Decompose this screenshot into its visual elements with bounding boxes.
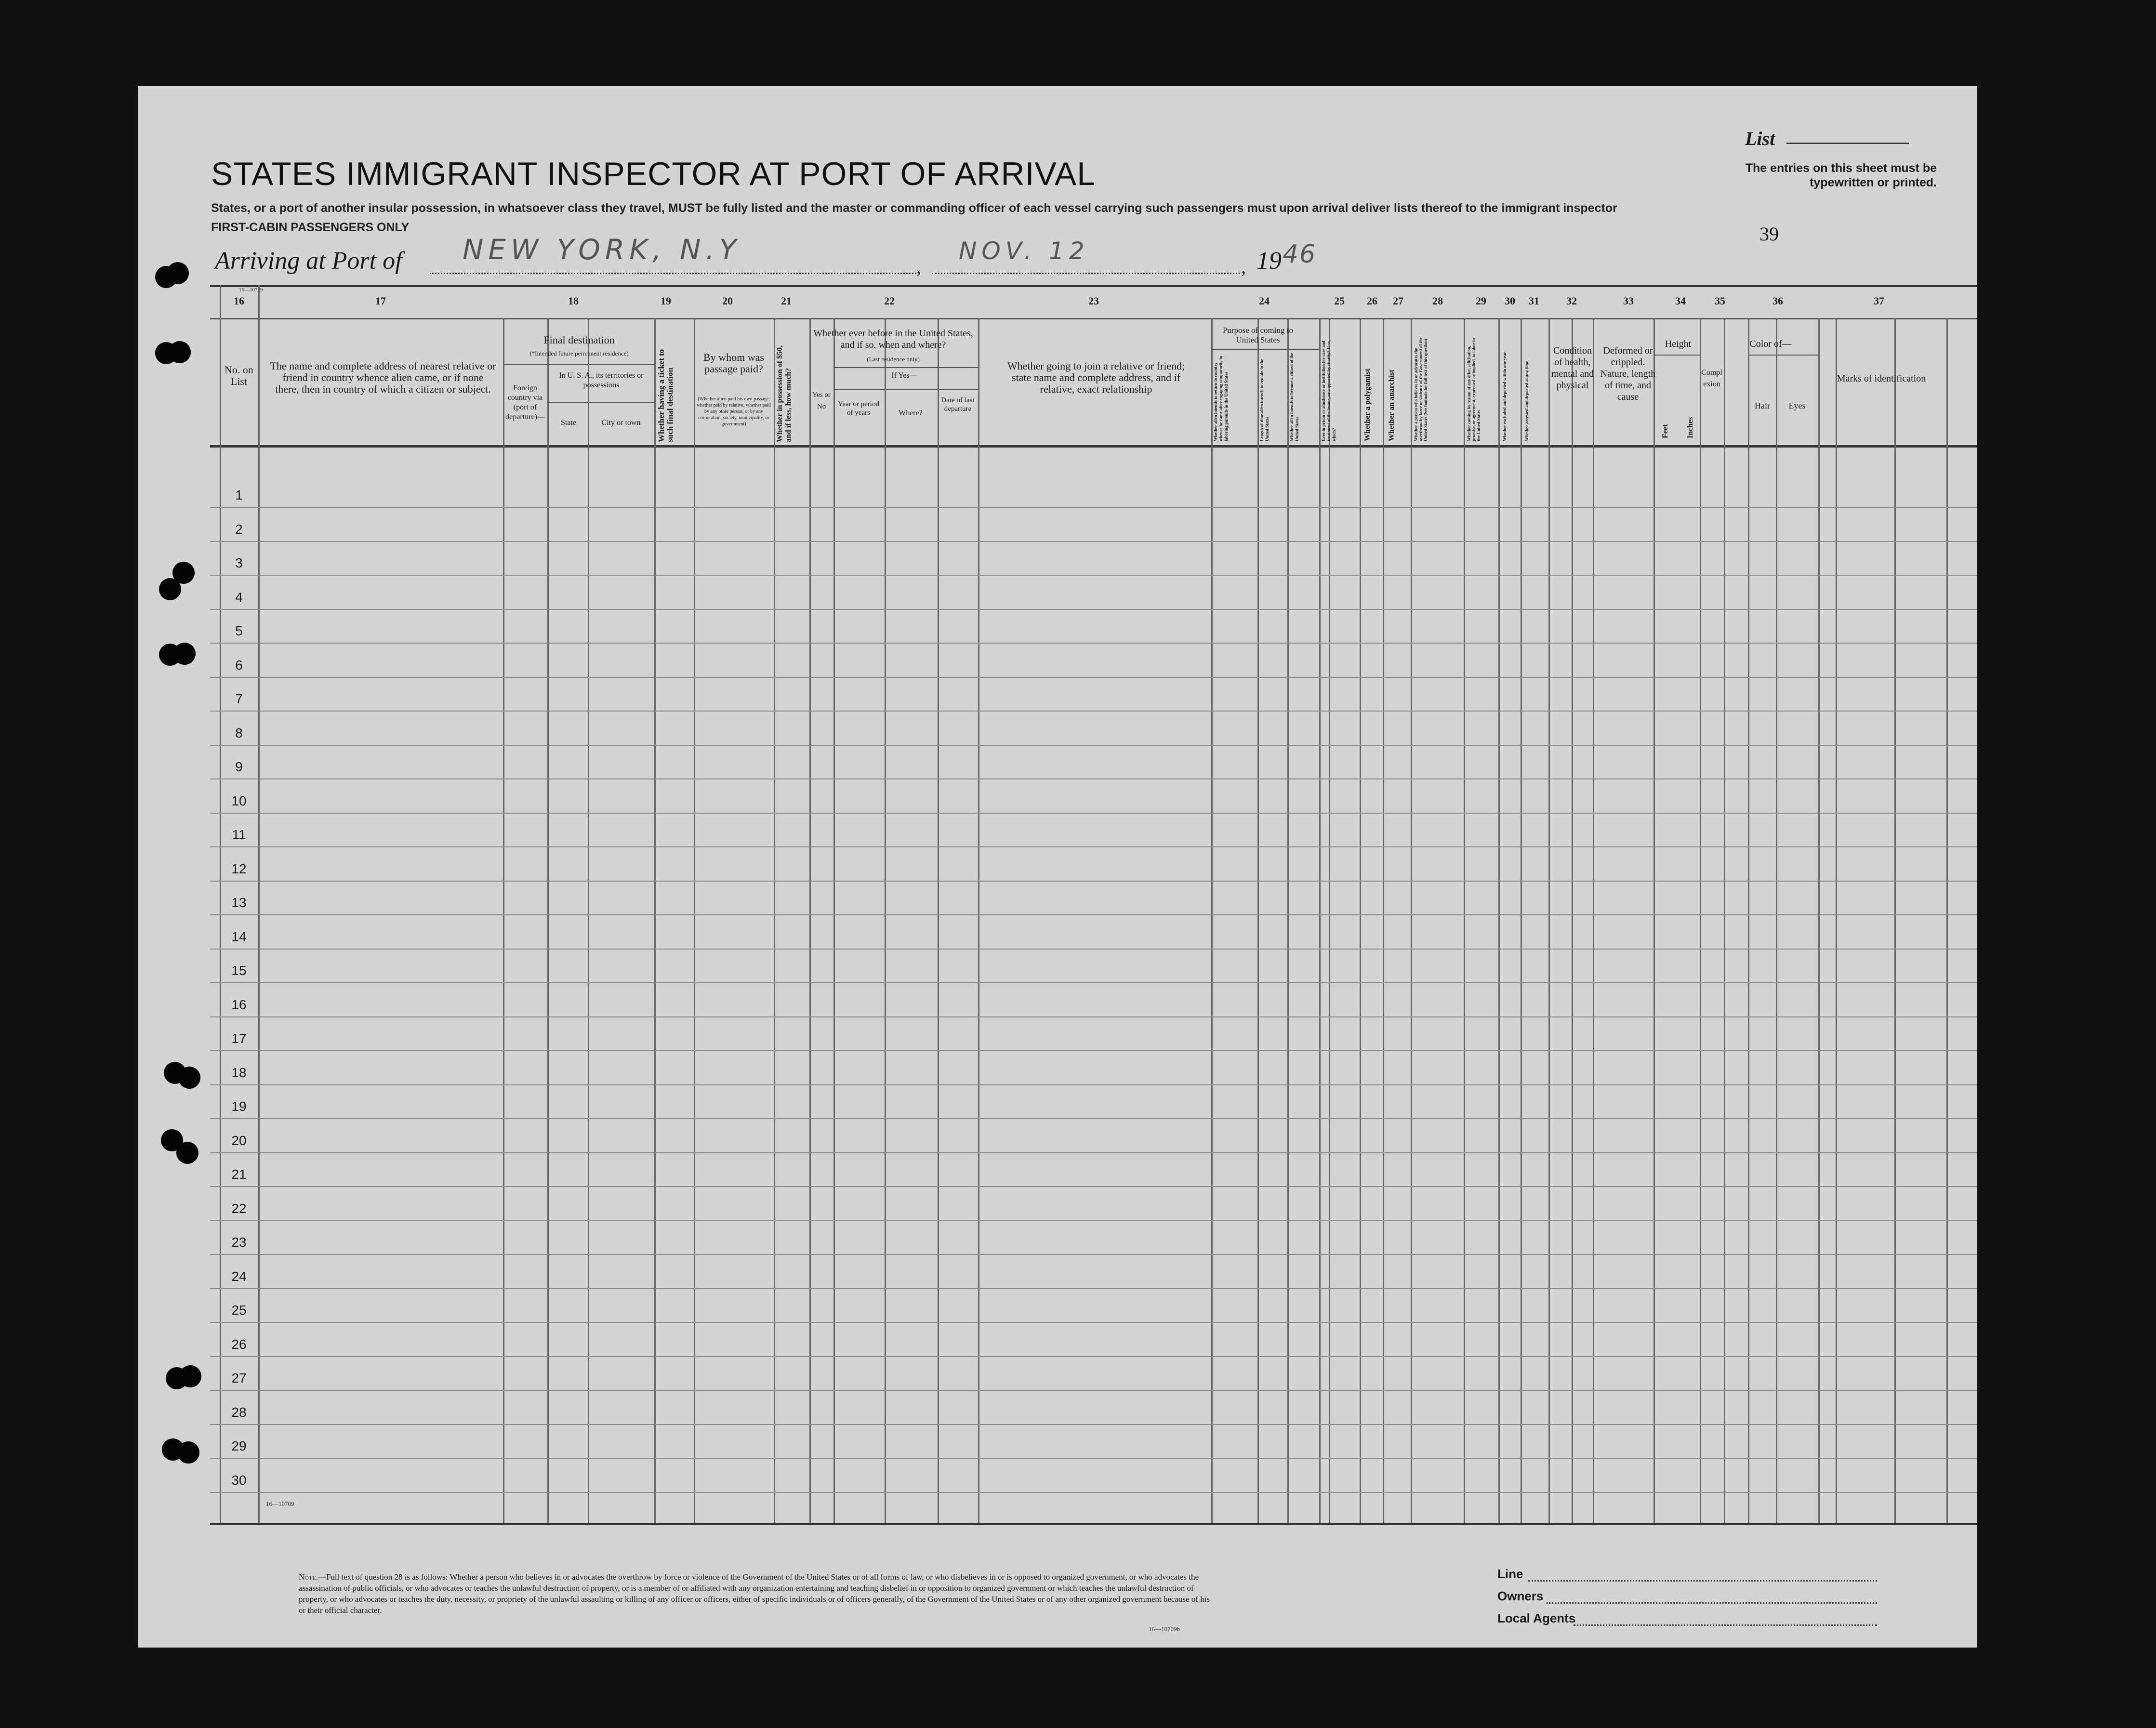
row-number: 3 xyxy=(235,555,243,570)
column-number: 34 xyxy=(1675,295,1686,307)
col36-eyes: Eyes xyxy=(1788,401,1806,410)
column-number: 28 xyxy=(1432,295,1443,307)
table-row[interactable] xyxy=(210,745,1977,746)
col22-note: (Last residence only) xyxy=(867,356,920,363)
row-number: 21 xyxy=(231,1167,247,1182)
column-number: 17 xyxy=(375,295,386,307)
col22-sub-rule xyxy=(833,367,978,368)
col22-date: Date of last departure xyxy=(941,396,975,413)
table-row[interactable] xyxy=(210,1424,1977,1425)
col27-label: Whether an anarchist xyxy=(1388,369,1396,441)
col18-sub-rule xyxy=(504,364,654,365)
column-divider xyxy=(833,318,835,1523)
table-row[interactable] xyxy=(210,1220,1977,1221)
list-label: List xyxy=(1745,128,1775,149)
col22-yesno: Yes or No xyxy=(812,391,831,410)
column-number: 27 xyxy=(1393,295,1403,307)
col24-sub1: Whether alien intends to return to country whence he came after engaging temporarily in laboring pursuits in the United States xyxy=(1213,356,1229,441)
column-number: 30 xyxy=(1505,295,1515,307)
col16-label: No. on List xyxy=(225,364,253,387)
punch-hole xyxy=(176,1142,198,1164)
column-divider xyxy=(1329,318,1330,1523)
sheet-number: 39 xyxy=(1759,223,1779,245)
col34-label: Height xyxy=(1665,339,1692,349)
column-number: 23 xyxy=(1088,295,1099,307)
column-number: 31 xyxy=(1529,295,1539,307)
column-divider xyxy=(1548,318,1550,1523)
table-row[interactable] xyxy=(210,1118,1977,1119)
column-divider xyxy=(654,318,656,1523)
row-number: 10 xyxy=(231,793,247,808)
col18-label: Final destination xyxy=(543,334,615,346)
col36-label: Color of— xyxy=(1749,339,1792,349)
col31-label: Whether arrested and deported at any time xyxy=(1524,361,1529,441)
column-divider xyxy=(938,318,939,1523)
row-number: 25 xyxy=(231,1303,247,1318)
col18-city: City or town xyxy=(601,419,641,427)
table-top-rule xyxy=(210,285,1977,287)
row-number: 14 xyxy=(231,929,247,944)
manifest-table xyxy=(210,285,1977,1523)
port-handwritten: NEW YORK, N.Y xyxy=(463,233,741,266)
comma: , xyxy=(916,256,921,277)
column-divider xyxy=(774,318,775,1523)
column-divider xyxy=(1818,318,1820,1523)
row-number: 11 xyxy=(232,827,246,842)
row-number: 7 xyxy=(235,691,243,706)
column-number: 21 xyxy=(781,295,792,307)
column-number: 20 xyxy=(722,295,733,307)
col30-label: Whether excluded and deported within one year xyxy=(1502,352,1507,441)
list-line xyxy=(1786,143,1909,144)
row-number: 15 xyxy=(231,963,247,978)
punch-hole xyxy=(159,578,181,600)
note-text: —Full text of question 28 is as follows: Whether a person who believes in or advocates the overthrow by force or violence of the Government of the United States or of all forms of law, or who disbelieves in or is opposed to organized government, or who advocates the assassination of public officials, or who advocates or teaches the unlawful destruction of property, or is a member of or affiliated with any organization entertaining and teaching disbelief in or opposition to organized government or which teaches the unlawful destruction of property, or who advocates or teaches the duty, necessity, or propriety of the unlawful assaulting or killing of any officer or officers, either of specific individuals or of officers generally, of the Government of the United States or of any other organized government because of his or their official character. xyxy=(299,1572,1210,1615)
column-divider xyxy=(1776,318,1777,1523)
table-row[interactable] xyxy=(210,914,1977,915)
column-number: 33 xyxy=(1623,295,1634,307)
table-row[interactable] xyxy=(210,1084,1977,1085)
form-title: STATES IMMIGRANT INSPECTOR AT PORT OF ARRIVAL xyxy=(211,156,1096,192)
row-number: 30 xyxy=(231,1472,247,1488)
col24-sub-rule xyxy=(1211,349,1319,350)
typewritten-note: The entries on this sheet must be typewritten or printed. xyxy=(1745,161,1937,189)
table-row[interactable] xyxy=(210,813,1977,814)
table-row[interactable] xyxy=(210,677,1977,678)
table-row[interactable] xyxy=(210,1254,1977,1255)
row-number: 13 xyxy=(231,895,247,910)
row-number: 22 xyxy=(231,1200,247,1216)
arriving-label: Arriving at Port of xyxy=(215,247,402,275)
col34-feet: Feet xyxy=(1661,424,1669,438)
passenger-class-line: FIRST-CABIN PASSENGERS ONLY xyxy=(211,221,410,234)
table-row[interactable] xyxy=(210,1492,1977,1493)
row-number: 20 xyxy=(231,1133,247,1148)
column-divider xyxy=(220,285,221,1523)
punch-hole xyxy=(179,1365,201,1387)
table-row[interactable] xyxy=(210,1016,1977,1017)
table-row[interactable] xyxy=(210,778,1977,779)
line-field[interactable] xyxy=(1528,1580,1877,1582)
grid-form-code: 16—10709 xyxy=(266,1500,294,1507)
column-number: 18 xyxy=(568,295,579,307)
row-number: 29 xyxy=(231,1438,247,1453)
col21-label: Whether in possession of $50, and if less, how much? xyxy=(776,345,793,442)
row-number: 28 xyxy=(231,1404,247,1420)
punch-hole xyxy=(178,1067,200,1089)
row-number: 24 xyxy=(231,1268,247,1284)
punch-hole xyxy=(177,1441,199,1464)
question-28-note xyxy=(299,1571,1214,1616)
col22-ifyes: If Yes— xyxy=(891,371,917,380)
row-number: 17 xyxy=(231,1031,247,1046)
column-divider xyxy=(694,318,695,1523)
col22-label: Whether ever before in the United States, and if so, when and where? xyxy=(813,328,973,350)
row-number: 19 xyxy=(231,1099,247,1114)
column-number: 16 xyxy=(234,295,244,307)
row-number: 12 xyxy=(231,861,247,876)
column-divider xyxy=(1593,318,1594,1523)
table-row[interactable] xyxy=(210,1288,1977,1289)
col36-hair: Hair xyxy=(1755,401,1770,410)
row-number: 18 xyxy=(231,1065,247,1080)
column-divider xyxy=(1411,318,1412,1523)
table-row[interactable] xyxy=(210,1050,1977,1051)
col24-sub2: Length of time alien intends to remain in the United States xyxy=(1259,359,1270,441)
table-row[interactable] xyxy=(210,1458,1977,1459)
header-form-code: 16—10709 xyxy=(239,287,263,293)
column-divider xyxy=(1946,318,1948,1523)
col25-label: Ever in prison or almshouse or institution for care and treatment of the insane, or supported by charity? If so, which? xyxy=(1321,340,1336,441)
column-divider xyxy=(1748,318,1749,1523)
table-row[interactable] xyxy=(210,881,1977,882)
table-row[interactable] xyxy=(210,1186,1977,1187)
column-divider xyxy=(1700,318,1701,1523)
column-divider xyxy=(1211,318,1213,1523)
row-number: 9 xyxy=(235,759,243,774)
form-subtitle: States, or a port of another insular possession, in whatsoever class they travel, MUST be fully listed and the master or commanding officer of each vessel carrying such passengers must upon arrival deliver lists thereof to the immigrant inspector xyxy=(211,201,1617,215)
column-divider xyxy=(1724,318,1725,1523)
col18-state: State xyxy=(561,419,576,427)
row-number: 16 xyxy=(231,997,247,1012)
row-number: 8 xyxy=(235,725,243,740)
column-divider xyxy=(1836,318,1837,1523)
column-divider xyxy=(588,318,589,1523)
column-divider xyxy=(1287,318,1289,1523)
col17-label: The name and complete address of nearest relative or friend in country whence alien came, or if none there, then in country of which a citizen or subject. xyxy=(270,360,496,395)
table-bottom-rule xyxy=(210,1523,1977,1525)
column-divider xyxy=(978,318,979,1523)
col18-usa: In U. S. A., its territories or possessions xyxy=(559,371,644,389)
col26-label: Whether a polygamist xyxy=(1363,369,1372,441)
col18-note: (*Intended future permanent residence) xyxy=(529,350,629,357)
row-number: 26 xyxy=(231,1336,247,1352)
table-row[interactable] xyxy=(210,575,1977,576)
column-number: 22 xyxy=(884,295,895,307)
table-row[interactable] xyxy=(210,846,1977,847)
col22-sub-rule xyxy=(833,389,978,390)
year-handwritten: 46 xyxy=(1283,240,1317,269)
col36-sub-rule xyxy=(1748,355,1818,356)
column-number: 25 xyxy=(1334,295,1345,307)
column-divider xyxy=(1319,318,1321,1523)
row-number: 23 xyxy=(231,1235,247,1250)
col24-sub3: Whether alien intends to become a citizen of the United States xyxy=(1289,353,1299,441)
column-number-rule xyxy=(210,318,1977,319)
row-number: 2 xyxy=(235,521,243,537)
date-handwritten: NOV. 12 xyxy=(959,237,1089,265)
footer-form-code: 16—10709b xyxy=(1149,1625,1180,1633)
table-row[interactable] xyxy=(210,609,1977,610)
year-prefix: 19 xyxy=(1257,247,1282,275)
col34-sub-rule xyxy=(1653,355,1700,356)
column-divider xyxy=(258,285,260,1523)
punch-hole xyxy=(173,643,196,665)
col23-label: Whether going to join a relative or friend; state name and complete address, and if relative, exact relationship xyxy=(1007,360,1185,395)
table-row[interactable] xyxy=(210,1390,1977,1391)
punch-hole xyxy=(169,341,191,363)
column-divider xyxy=(1257,318,1259,1523)
column-number: 24 xyxy=(1259,295,1270,307)
col33-label: Deformed or crippled. Nature, length of time, and cause xyxy=(1600,345,1656,402)
row-number: 6 xyxy=(235,657,243,673)
punch-hole xyxy=(167,262,189,284)
col20-note: (Whether alien paid his own passage, whether paid by relative, whether paid by any other person, or by any corporation, society, municipality, or government) xyxy=(697,396,771,427)
table-row[interactable] xyxy=(210,949,1977,950)
local-agents-label: Local Agents xyxy=(1497,1611,1576,1625)
owners-label: Owners xyxy=(1497,1589,1544,1603)
port-line xyxy=(430,273,916,274)
col22-year: Year or period of years xyxy=(838,400,879,417)
row-number: 1 xyxy=(235,488,243,502)
column-divider xyxy=(1464,318,1465,1523)
column-number: 32 xyxy=(1566,295,1577,307)
col18-sub-rule xyxy=(547,402,654,403)
column-number: 26 xyxy=(1367,295,1377,307)
column-number: 35 xyxy=(1715,295,1725,307)
col19-label: Whether having a ticket to such final destination xyxy=(657,349,675,442)
column-divider xyxy=(809,318,811,1523)
table-row[interactable] xyxy=(210,711,1977,712)
col22-where: Where? xyxy=(899,409,923,417)
column-divider xyxy=(1360,318,1361,1523)
column-divider xyxy=(1894,318,1896,1523)
col35-label: Complexion xyxy=(1701,369,1722,388)
table-row[interactable] xyxy=(210,507,1977,508)
col28-label: Whether a person who believes in or advocates the overthrow by force or violence of the Government of the United States (See footnote for full text of this question) xyxy=(1414,337,1428,441)
column-divider xyxy=(1498,318,1500,1523)
table-row[interactable] xyxy=(210,541,1977,542)
row-number: 5 xyxy=(235,623,243,638)
column-divider xyxy=(1521,318,1522,1523)
comma: , xyxy=(1241,256,1246,277)
column-divider xyxy=(503,318,504,1523)
column-number: 19 xyxy=(661,295,671,307)
column-number: 36 xyxy=(1772,295,1783,307)
row-number: 27 xyxy=(231,1371,247,1385)
column-divider xyxy=(885,318,886,1523)
column-divider xyxy=(1383,318,1384,1523)
col37-label: Marks of identification xyxy=(1837,373,1926,384)
column-divider xyxy=(1572,318,1573,1523)
table-row[interactable] xyxy=(210,643,1977,644)
column-divider xyxy=(547,318,549,1523)
table-row[interactable] xyxy=(210,1356,1977,1357)
local-agents-field[interactable] xyxy=(1574,1624,1877,1626)
date-line xyxy=(932,273,1240,274)
table-row[interactable] xyxy=(210,1322,1977,1323)
column-number: 37 xyxy=(1874,295,1884,307)
note-label: Note. xyxy=(299,1572,318,1582)
row-number: 4 xyxy=(235,589,243,605)
column-number: 29 xyxy=(1476,295,1486,307)
line-label: Line xyxy=(1497,1567,1523,1581)
col29-label: Whether coming by reason of any offer, solicitation, promise, or agreement, expressed or implied, to labor in the United States xyxy=(1467,338,1481,441)
col32-label: Condition of health, mental and physical xyxy=(1551,345,1594,391)
col24-label: Purpose of coming to United States xyxy=(1223,326,1293,344)
table-row[interactable] xyxy=(210,1152,1977,1153)
column-divider xyxy=(1653,318,1655,1523)
table-row[interactable] xyxy=(210,982,1977,983)
owners-field[interactable] xyxy=(1547,1602,1877,1604)
header-bottom-rule xyxy=(210,445,1977,448)
col18-foreign: Foreign country via (port of departure)— xyxy=(505,384,545,421)
col20-label: By whom was passage paid? xyxy=(703,351,764,375)
col34-inches: Inches xyxy=(1686,417,1694,438)
